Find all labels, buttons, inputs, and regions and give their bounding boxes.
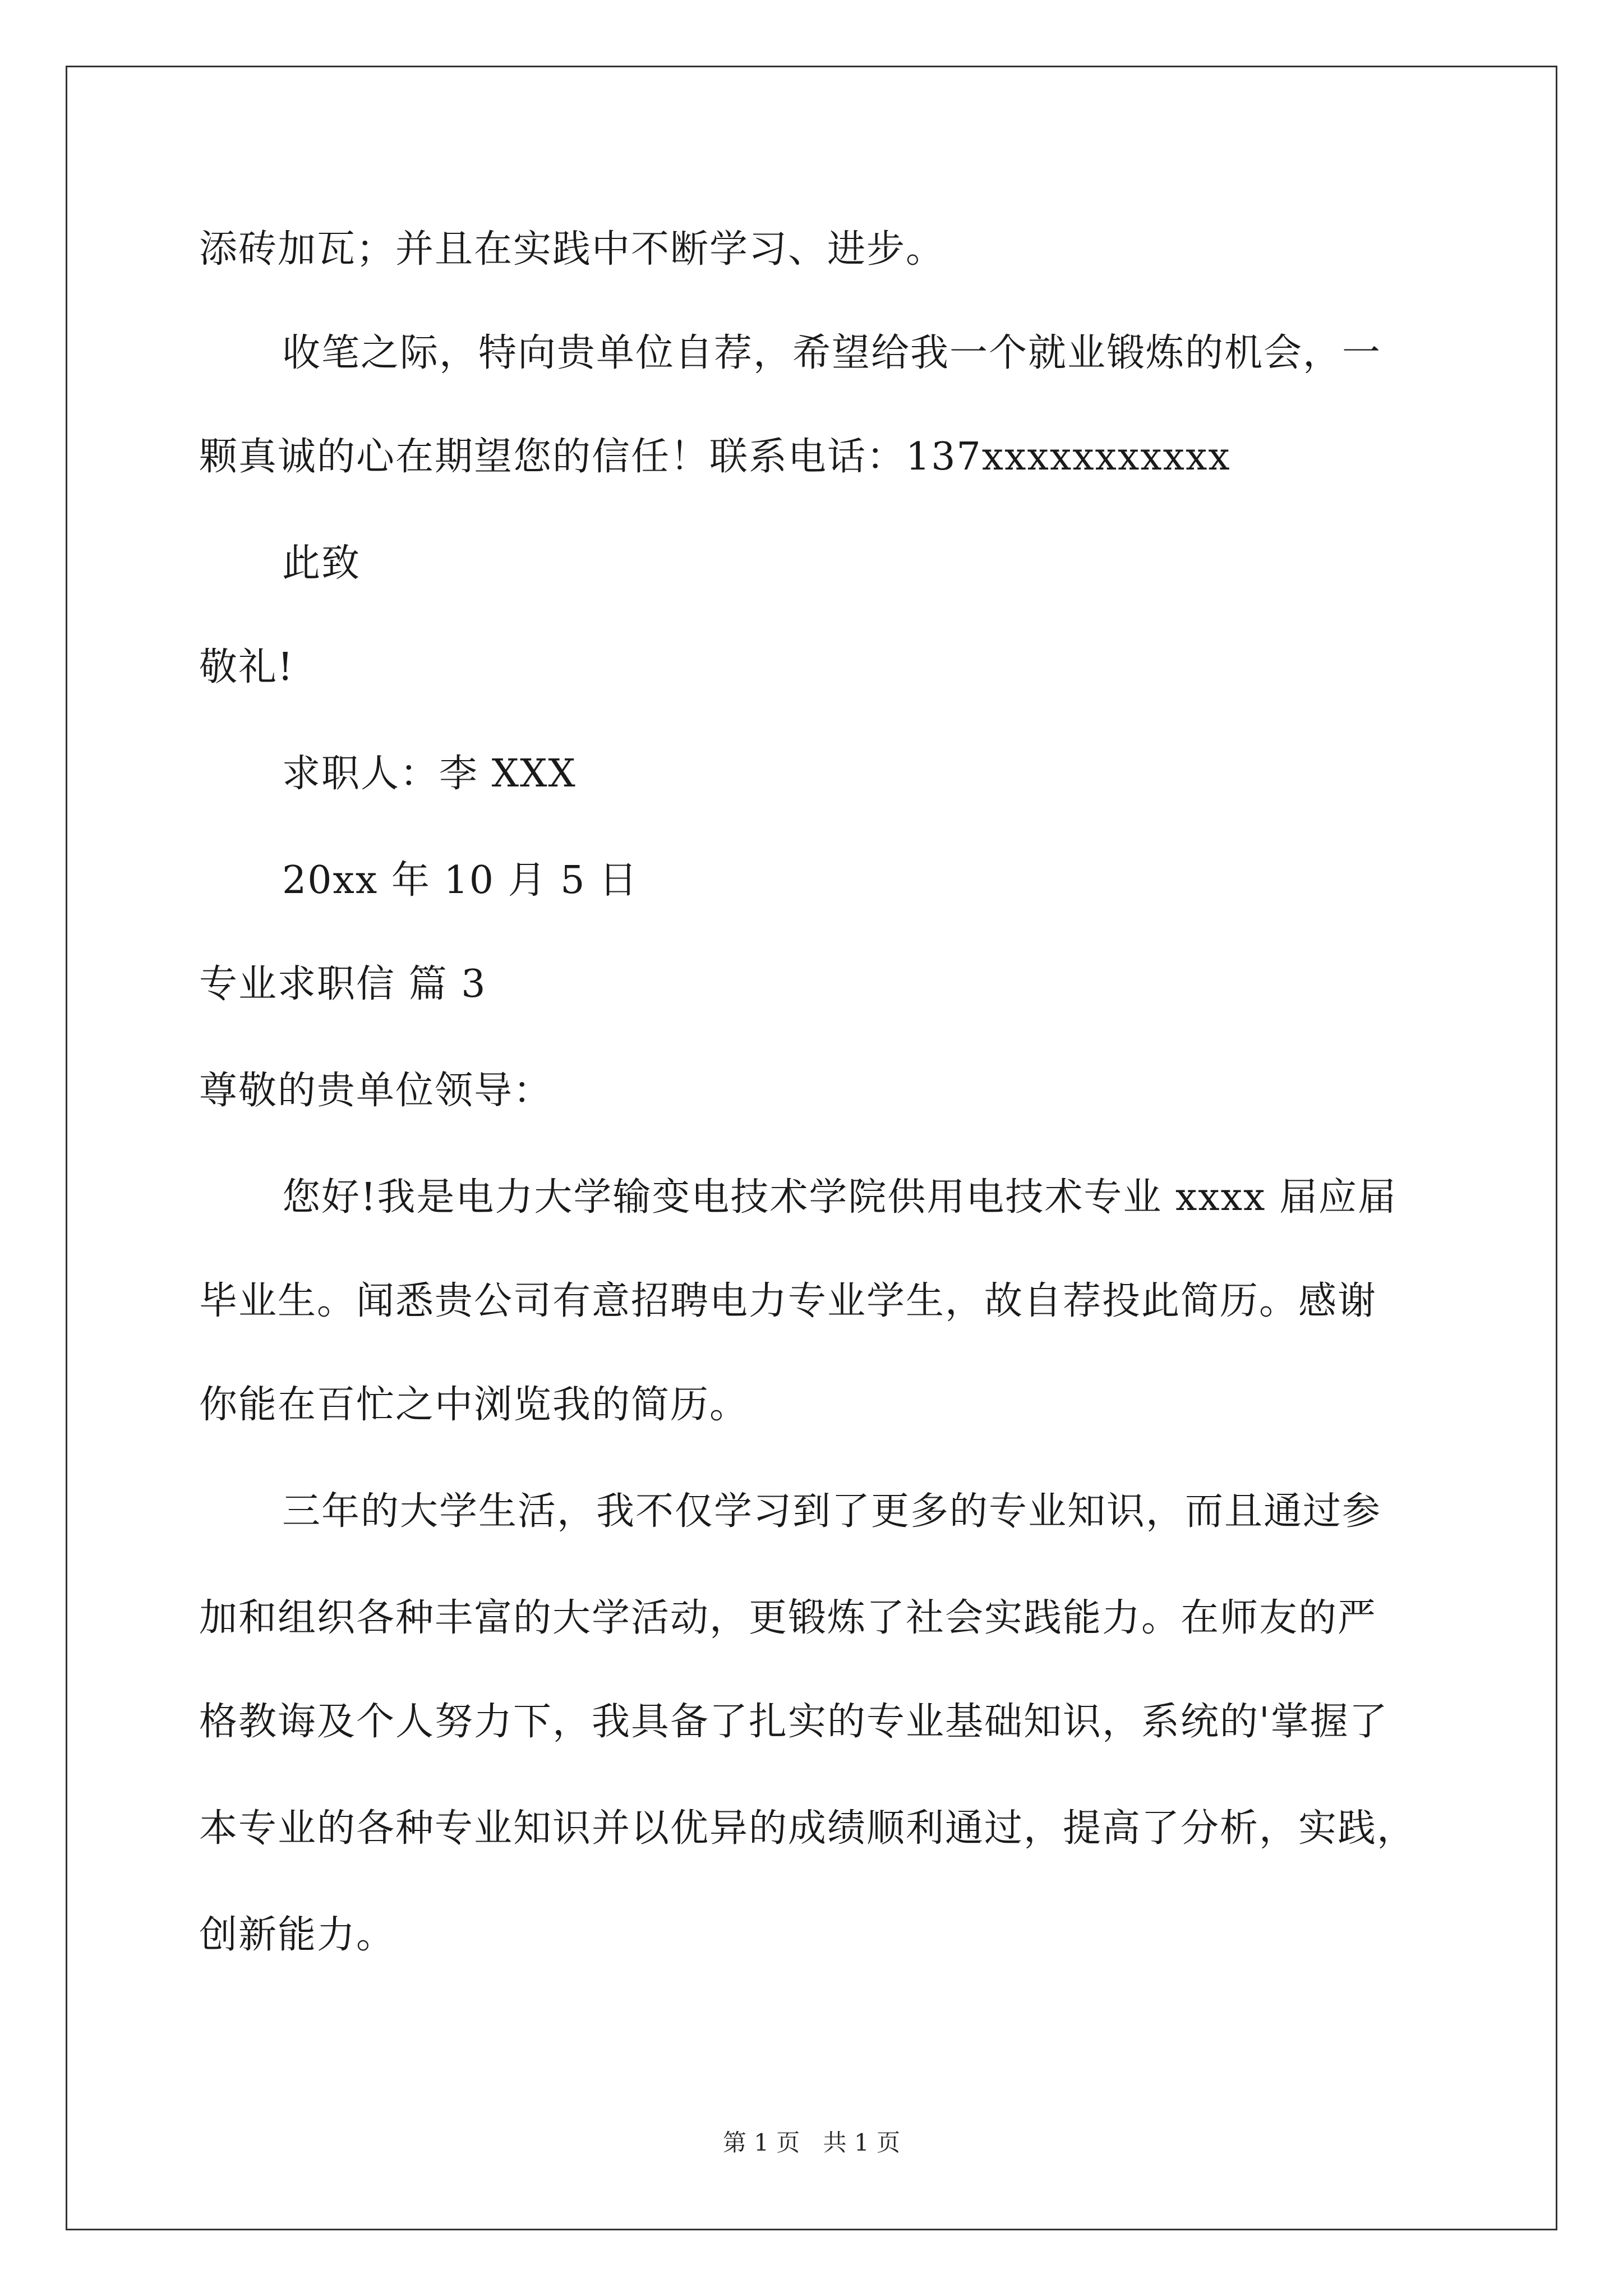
section-title: 专业求职信 篇 3 (199, 962, 487, 1006)
text-line: 格教诲及个人努力下，我具备了扎实的专业基础知识，系统的'掌握了 (199, 1700, 1389, 1744)
text-line: 创新能力。 (199, 1913, 396, 1957)
page-footer (0, 2126, 1623, 2160)
page-total: 共 1 页 (823, 2129, 901, 2156)
page-number: 第 1 页 (722, 2129, 800, 2156)
text-line: 您好!我是电力大学输变电技术学院供用电技术专业 xxxx 届应届 (282, 1175, 1397, 1220)
text-line: 收笔之际，特向贵单位自荐，希望给我一个就业锻炼的机会，一 (282, 331, 1382, 375)
signature: 求职人：李 XXX (282, 752, 577, 796)
text-line: 本专业的各种专业知识并以优异的成绩顺利通过，提高了分析，实践， (199, 1806, 1417, 1851)
text-line: 你能在百忙之中浏览我的简历。 (199, 1383, 749, 1427)
date: 20xx 年 10 月 5 日 (282, 858, 639, 903)
page-border (66, 66, 1557, 2230)
text-line: 三年的大学生活，我不仅学习到了更多的专业知识，而且通过参 (282, 1489, 1382, 1534)
salutation-closing: 此致 (282, 541, 361, 586)
text-line: 颗真诚的心在期望您的信任！联系电话：137xxxxxxxxxxx (199, 435, 1231, 479)
text-line: 添砖加瓦；并且在实践中不断学习、进步。 (199, 227, 946, 272)
text-line: 加和组织各种丰富的大学活动，更锻炼了社会实践能力。在师友的严 (199, 1596, 1377, 1640)
text-line: 毕业生。闻悉贵公司有意招聘电力专业学生，故自荐投此简历。感谢 (199, 1279, 1377, 1323)
greeting: 尊敬的贵单位领导： (199, 1069, 553, 1113)
salutation-respect: 敬礼! (199, 645, 294, 689)
